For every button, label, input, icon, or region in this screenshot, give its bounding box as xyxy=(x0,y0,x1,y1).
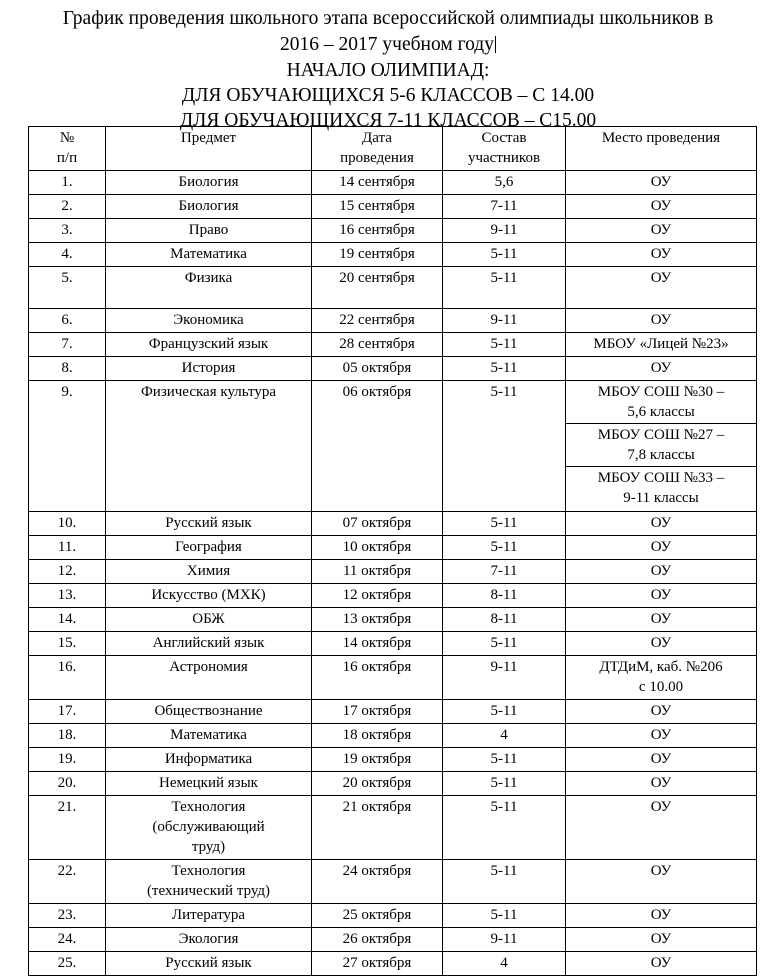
cell-place: МБОУ «Лицей №23» xyxy=(566,333,757,357)
cell-subject: Право xyxy=(106,219,312,243)
cell-date: 14 сентября xyxy=(312,171,443,195)
cell-number: 4. xyxy=(29,243,106,267)
table-row-technology-technical xyxy=(29,860,757,904)
cell-date: 17 октября xyxy=(312,700,443,724)
column-header-participants-line1: Состав xyxy=(481,130,527,146)
cell-number: 6. xyxy=(29,309,106,333)
cell-date: 22 сентября xyxy=(312,309,443,333)
cell-place: ОУ xyxy=(566,309,757,333)
cell-participants: 9-11 xyxy=(443,309,566,333)
cell-participants: 5-11 xyxy=(443,904,566,928)
cell-subject: Математика xyxy=(106,243,312,267)
cell-number: 21. xyxy=(29,796,106,860)
cell-number: 24. xyxy=(29,928,106,952)
cell-number: 14. xyxy=(29,608,106,632)
cell-date: 13 октября xyxy=(312,608,443,632)
cell-place: ОУ xyxy=(566,357,757,381)
table-row xyxy=(29,560,757,584)
venue-grades: 5,6 классы xyxy=(627,404,695,420)
cell-subject: Искусство (МХК) xyxy=(106,584,312,608)
cell-subject: Немецкий язык xyxy=(106,772,312,796)
title-line-2: 2016 – 2017 учебном году xyxy=(280,34,494,55)
subject-line-2: (технический труд) xyxy=(146,883,271,899)
schedule-table-wrapper xyxy=(28,126,756,976)
cell-participants: 9-11 xyxy=(443,219,566,243)
cell-participants: 5-11 xyxy=(443,243,566,267)
cell-participants: 5-11 xyxy=(443,796,566,860)
cell-subject: Биология xyxy=(106,171,312,195)
cell-number: 7. xyxy=(29,333,106,357)
venue-school: МБОУ СОШ №33 – xyxy=(597,470,725,486)
cell-number: 12. xyxy=(29,560,106,584)
table-body xyxy=(29,171,757,976)
table-row xyxy=(29,928,757,952)
cell-date: 12 октября xyxy=(312,584,443,608)
cell-date: 28 сентября xyxy=(312,333,443,357)
table-row xyxy=(29,608,757,632)
venue-entry xyxy=(566,424,756,467)
cell-place: ОУ xyxy=(566,171,757,195)
table-header xyxy=(29,127,757,171)
cell-number: 16. xyxy=(29,656,106,700)
cell-number: 18. xyxy=(29,724,106,748)
cell-place: ОУ xyxy=(566,219,757,243)
cell-number: 2. xyxy=(29,195,106,219)
cell-subject: Английский язык xyxy=(106,632,312,656)
cell-number: 23. xyxy=(29,904,106,928)
venue-entry xyxy=(566,467,756,511)
table-row xyxy=(29,952,757,976)
cell-subject: Химия xyxy=(106,560,312,584)
cell-date: 25 октября xyxy=(312,904,443,928)
cell-number: 15. xyxy=(29,632,106,656)
cell-date: 27 октября xyxy=(312,952,443,976)
subject-line-3: труд) xyxy=(191,839,226,855)
cell-place: ОУ xyxy=(566,724,757,748)
cell-number: 8. xyxy=(29,357,106,381)
cell-participants: 7-11 xyxy=(443,560,566,584)
cell-date: 10 октября xyxy=(312,536,443,560)
cell-place: ОУ xyxy=(566,243,757,267)
subtitle-grades-5-6: ДЛЯ ОБУЧАЮЩИХСЯ 5-6 КЛАССОВ – С 14.00 xyxy=(181,85,595,106)
cell-place-venue-list xyxy=(566,381,757,512)
cell-date: 24 октября xyxy=(312,860,443,904)
cell-participants: 7-11 xyxy=(443,195,566,219)
title-line-2-wrapper xyxy=(30,32,746,58)
cell-subject: Литература xyxy=(106,904,312,928)
cell-participants: 4 xyxy=(443,724,566,748)
cell-date: 14 октября xyxy=(312,632,443,656)
venue-school: МБОУ СОШ №27 – xyxy=(597,427,725,443)
cell-participants: 5-11 xyxy=(443,267,566,309)
cell-place: ОУ xyxy=(566,928,757,952)
cell-number: 25. xyxy=(29,952,106,976)
subject-line-1: Технология xyxy=(171,799,246,815)
table-row xyxy=(29,772,757,796)
cell-subject: Астрономия xyxy=(106,656,312,700)
cell-subject: Экономика xyxy=(106,309,312,333)
cell-date: 16 октября xyxy=(312,656,443,700)
cell-place: ОУ xyxy=(566,772,757,796)
cell-date: 19 октября xyxy=(312,748,443,772)
page-title xyxy=(30,6,746,58)
column-header-date-line2: проведения xyxy=(340,150,414,166)
cell-number: 22. xyxy=(29,860,106,904)
cell-number: 20. xyxy=(29,772,106,796)
cell-subject: Русский язык xyxy=(106,952,312,976)
cell-subject: Обществознание xyxy=(106,700,312,724)
cell-date: 16 сентября xyxy=(312,219,443,243)
cell-place: ОУ xyxy=(566,512,757,536)
cell-date: 15 сентября xyxy=(312,195,443,219)
cell-participants: 8-11 xyxy=(443,608,566,632)
table-row xyxy=(29,333,757,357)
cell-subject: Математика xyxy=(106,724,312,748)
document-heading xyxy=(30,0,746,133)
cell-place: ОУ xyxy=(566,700,757,724)
cell-subject: Экология xyxy=(106,928,312,952)
cell-date: 18 октября xyxy=(312,724,443,748)
cell-participants: 5-11 xyxy=(443,700,566,724)
cell-subject xyxy=(106,796,312,860)
cell-participants: 5-11 xyxy=(443,381,566,512)
cell-subject: ОБЖ xyxy=(106,608,312,632)
table-row xyxy=(29,357,757,381)
table-row-astronomy xyxy=(29,656,757,700)
cell-participants: 5-11 xyxy=(443,512,566,536)
cell-place: ОУ xyxy=(566,560,757,584)
column-header-place: Место проведения xyxy=(566,127,757,171)
cell-subject: Информатика xyxy=(106,748,312,772)
column-header-date xyxy=(312,127,443,171)
table-row xyxy=(29,700,757,724)
text-caret xyxy=(495,36,496,53)
table-row xyxy=(29,536,757,560)
cell-number: 13. xyxy=(29,584,106,608)
table-row xyxy=(29,632,757,656)
cell-number: 19. xyxy=(29,748,106,772)
table-row xyxy=(29,195,757,219)
column-header-participants-line2: участников xyxy=(467,150,541,166)
cell-participants: 5-11 xyxy=(443,632,566,656)
cell-date: 26 октября xyxy=(312,928,443,952)
table-row-technology-service xyxy=(29,796,757,860)
subject-line-1: Технология xyxy=(171,863,246,879)
cell-number: 11. xyxy=(29,536,106,560)
venue-grades: 9-11 классы xyxy=(623,490,699,506)
cell-participants: 5-11 xyxy=(443,748,566,772)
cell-date: 05 октября xyxy=(312,357,443,381)
cell-participants: 5,6 xyxy=(443,171,566,195)
table-row xyxy=(29,584,757,608)
cell-date: 20 октября xyxy=(312,772,443,796)
column-header-subject: Предмет xyxy=(106,127,312,171)
column-header-number-line1: № xyxy=(59,130,75,146)
cell-subject xyxy=(106,860,312,904)
cell-participants: 4 xyxy=(443,952,566,976)
cell-number: 10. xyxy=(29,512,106,536)
cell-number: 5. xyxy=(29,267,106,309)
table-header-row xyxy=(29,127,757,171)
cell-date: 07 октября xyxy=(312,512,443,536)
cell-date: 19 сентября xyxy=(312,243,443,267)
cell-subject: Французский язык xyxy=(106,333,312,357)
cell-place: ОУ xyxy=(566,267,757,309)
column-header-number-line2: п/п xyxy=(56,150,78,166)
cell-place: ОУ xyxy=(566,796,757,860)
cell-place: ОУ xyxy=(566,195,757,219)
place-line-2: с 10.00 xyxy=(638,679,684,695)
table-row xyxy=(29,512,757,536)
cell-date: 11 октября xyxy=(312,560,443,584)
table-row xyxy=(29,904,757,928)
cell-place: ОУ xyxy=(566,584,757,608)
cell-place: ОУ xyxy=(566,952,757,976)
cell-number: 17. xyxy=(29,700,106,724)
table-row-physical-culture xyxy=(29,381,757,512)
cell-participants: 5-11 xyxy=(443,333,566,357)
table-row xyxy=(29,748,757,772)
title-line-1: График проведения школьного этапа всероссийской олимпиады школьников в xyxy=(62,8,714,29)
column-header-participants xyxy=(443,127,566,171)
cell-date: 21 октября xyxy=(312,796,443,860)
place-line-1: ДТДиМ, каб. №206 xyxy=(599,659,723,675)
cell-date: 20 сентября xyxy=(312,267,443,309)
cell-subject: Физическая культура xyxy=(106,381,312,512)
cell-participants: 5-11 xyxy=(443,772,566,796)
cell-place: ОУ xyxy=(566,632,757,656)
cell-place xyxy=(566,656,757,700)
cell-subject: Биология xyxy=(106,195,312,219)
column-header-number xyxy=(29,127,106,171)
cell-subject: История xyxy=(106,357,312,381)
column-header-date-line1: Дата xyxy=(362,130,392,146)
cell-number: 1. xyxy=(29,171,106,195)
subject-line-2: (обслуживающий xyxy=(152,819,265,835)
cell-subject: География xyxy=(106,536,312,560)
venue-entry xyxy=(566,381,756,424)
table-row xyxy=(29,309,757,333)
cell-place: ОУ xyxy=(566,860,757,904)
venue-grades: 7,8 классы xyxy=(627,447,695,463)
cell-subject: Физика xyxy=(106,267,312,309)
cell-participants: 9-11 xyxy=(443,656,566,700)
cell-participants: 5-11 xyxy=(443,860,566,904)
schedule-table xyxy=(28,126,757,976)
subtitle-grades-7-11: ДЛЯ ОБУЧАЮЩИХСЯ 7-11 КЛАССОВ – С15.00 xyxy=(179,110,597,131)
cell-participants: 5-11 xyxy=(443,357,566,381)
cell-participants: 9-11 xyxy=(443,928,566,952)
subtitle-start-label: НАЧАЛО ОЛИМПИАД: xyxy=(286,60,490,81)
table-row xyxy=(29,219,757,243)
table-row xyxy=(29,243,757,267)
cell-subject: Русский язык xyxy=(106,512,312,536)
cell-place: ОУ xyxy=(566,536,757,560)
cell-place: ОУ xyxy=(566,904,757,928)
cell-date: 06 октября xyxy=(312,381,443,512)
venue-school: МБОУ СОШ №30 – xyxy=(597,384,725,400)
cell-place: ОУ xyxy=(566,748,757,772)
cell-participants: 8-11 xyxy=(443,584,566,608)
cell-place: ОУ xyxy=(566,608,757,632)
cell-number: 9. xyxy=(29,381,106,512)
cell-participants: 5-11 xyxy=(443,536,566,560)
cell-number: 3. xyxy=(29,219,106,243)
table-row xyxy=(29,724,757,748)
table-row xyxy=(29,267,757,309)
table-row xyxy=(29,171,757,195)
